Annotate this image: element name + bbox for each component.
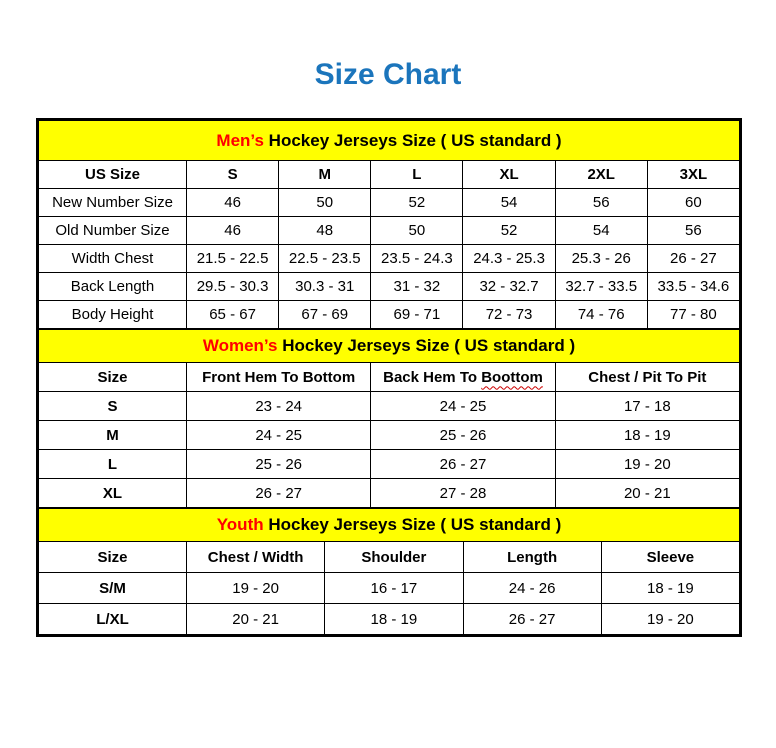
cell-value: 19 - 20 bbox=[187, 573, 325, 604]
column-header: Chest / Pit To Pit bbox=[555, 363, 739, 392]
cell-value: 25 - 26 bbox=[187, 450, 371, 479]
column-header: Size bbox=[39, 363, 187, 392]
table-row bbox=[39, 273, 740, 301]
cell-value: 26 - 27 bbox=[647, 245, 739, 273]
cell-value: 16 - 17 bbox=[325, 573, 463, 604]
womens-size-table bbox=[38, 329, 740, 508]
mens-size-table bbox=[38, 120, 740, 329]
row-label: New Number Size bbox=[39, 189, 187, 217]
row-label: S bbox=[39, 392, 187, 421]
cell-value: 30.3 - 31 bbox=[279, 273, 371, 301]
row-label: XL bbox=[39, 479, 187, 508]
cell-value: 24.3 - 25.3 bbox=[463, 245, 555, 273]
cell-value: 26 - 27 bbox=[371, 450, 555, 479]
cell-value: 24 - 25 bbox=[371, 392, 555, 421]
cell-value: 65 - 67 bbox=[187, 301, 279, 329]
cell-value: 18 - 19 bbox=[601, 573, 739, 604]
cell-value: 54 bbox=[463, 189, 555, 217]
table-row bbox=[39, 245, 740, 273]
cell-value: 50 bbox=[371, 217, 463, 245]
column-header: 3XL bbox=[647, 161, 739, 189]
cell-value: 72 - 73 bbox=[463, 301, 555, 329]
mens-section-header bbox=[39, 121, 740, 161]
cell-value: 56 bbox=[647, 217, 739, 245]
column-header-row bbox=[39, 161, 740, 189]
row-label: S/M bbox=[39, 573, 187, 604]
column-header: Chest / Width bbox=[187, 542, 325, 573]
cell-value: 25.3 - 26 bbox=[555, 245, 647, 273]
row-label: Old Number Size bbox=[39, 217, 187, 245]
column-header: Sleeve bbox=[601, 542, 739, 573]
cell-value: 21.5 - 22.5 bbox=[187, 245, 279, 273]
womens-accent-word: Women’s bbox=[202, 336, 278, 355]
youth-size-table bbox=[38, 508, 740, 635]
misspelled-word: Boottom bbox=[481, 368, 543, 386]
cell-value: 17 - 18 bbox=[555, 392, 739, 421]
row-label: L bbox=[39, 450, 187, 479]
table-row bbox=[39, 604, 740, 635]
cell-value: 26 - 27 bbox=[463, 604, 601, 635]
row-label: Body Height bbox=[39, 301, 187, 329]
column-header: Back Hem To Boottom bbox=[371, 363, 555, 392]
column-header-row bbox=[39, 542, 740, 573]
table-row bbox=[39, 392, 740, 421]
column-header: S bbox=[187, 161, 279, 189]
cell-value: 46 bbox=[187, 217, 279, 245]
youth-header-rest: Hockey Jerseys Size ( US standard ) bbox=[263, 515, 562, 534]
size-chart-tables bbox=[36, 118, 742, 637]
womens-section-band bbox=[39, 330, 740, 363]
womens-section-header bbox=[39, 330, 740, 363]
cell-value: 27 - 28 bbox=[371, 479, 555, 508]
cell-value: 26 - 27 bbox=[187, 479, 371, 508]
mens-accent-word: Men’s bbox=[216, 130, 264, 150]
cell-value: 19 - 20 bbox=[555, 450, 739, 479]
cell-value: 32 - 32.7 bbox=[463, 273, 555, 301]
row-label: L/XL bbox=[39, 604, 187, 635]
youth-section-header bbox=[39, 509, 740, 542]
column-header: US Size bbox=[39, 161, 187, 189]
cell-value: 32.7 - 33.5 bbox=[555, 273, 647, 301]
table-row bbox=[39, 301, 740, 329]
row-label: M bbox=[39, 421, 187, 450]
cell-value: 25 - 26 bbox=[371, 421, 555, 450]
cell-value: 33.5 - 34.6 bbox=[647, 273, 739, 301]
column-header: Shoulder bbox=[325, 542, 463, 573]
youth-accent-word: Youth bbox=[216, 515, 264, 534]
cell-value: 31 - 32 bbox=[371, 273, 463, 301]
table-row bbox=[39, 573, 740, 604]
table-row bbox=[39, 421, 740, 450]
cell-value: 29.5 - 30.3 bbox=[187, 273, 279, 301]
cell-value: 22.5 - 23.5 bbox=[279, 245, 371, 273]
row-label: Back Length bbox=[39, 273, 187, 301]
womens-header-rest: Hockey Jerseys Size ( US standard ) bbox=[277, 336, 576, 355]
cell-value: 19 - 20 bbox=[601, 604, 739, 635]
cell-value: 20 - 21 bbox=[555, 479, 739, 508]
column-header: Size bbox=[39, 542, 187, 573]
cell-value: 60 bbox=[647, 189, 739, 217]
cell-value: 52 bbox=[463, 217, 555, 245]
mens-section-band bbox=[39, 121, 740, 161]
cell-value: 46 bbox=[187, 189, 279, 217]
column-header: XL bbox=[463, 161, 555, 189]
column-header: Length bbox=[463, 542, 601, 573]
table-row bbox=[39, 189, 740, 217]
cell-value: 18 - 19 bbox=[555, 421, 739, 450]
cell-value: 23.5 - 24.3 bbox=[371, 245, 463, 273]
cell-value: 48 bbox=[279, 217, 371, 245]
cell-value: 74 - 76 bbox=[555, 301, 647, 329]
table-row bbox=[39, 217, 740, 245]
cell-value: 56 bbox=[555, 189, 647, 217]
column-header: 2XL bbox=[555, 161, 647, 189]
cell-value: 52 bbox=[371, 189, 463, 217]
column-header-row bbox=[39, 363, 740, 392]
youth-section-band bbox=[39, 509, 740, 542]
mens-header-rest: Hockey Jerseys Size ( US standard ) bbox=[263, 130, 562, 150]
cell-value: 77 - 80 bbox=[647, 301, 739, 329]
row-label: Width Chest bbox=[39, 245, 187, 273]
cell-value: 18 - 19 bbox=[325, 604, 463, 635]
cell-value: 69 - 71 bbox=[371, 301, 463, 329]
cell-value: 23 - 24 bbox=[187, 392, 371, 421]
page-title: Size Chart bbox=[314, 58, 462, 91]
cell-value: 20 - 21 bbox=[187, 604, 325, 635]
table-row bbox=[39, 479, 740, 508]
cell-value: 24 - 26 bbox=[463, 573, 601, 604]
cell-value: 24 - 25 bbox=[187, 421, 371, 450]
column-header: M bbox=[279, 161, 371, 189]
cell-value: 50 bbox=[279, 189, 371, 217]
cell-value: 67 - 69 bbox=[279, 301, 371, 329]
column-header: L bbox=[371, 161, 463, 189]
column-header: Front Hem To Bottom bbox=[187, 363, 371, 392]
cell-value: 54 bbox=[555, 217, 647, 245]
table-row bbox=[39, 450, 740, 479]
